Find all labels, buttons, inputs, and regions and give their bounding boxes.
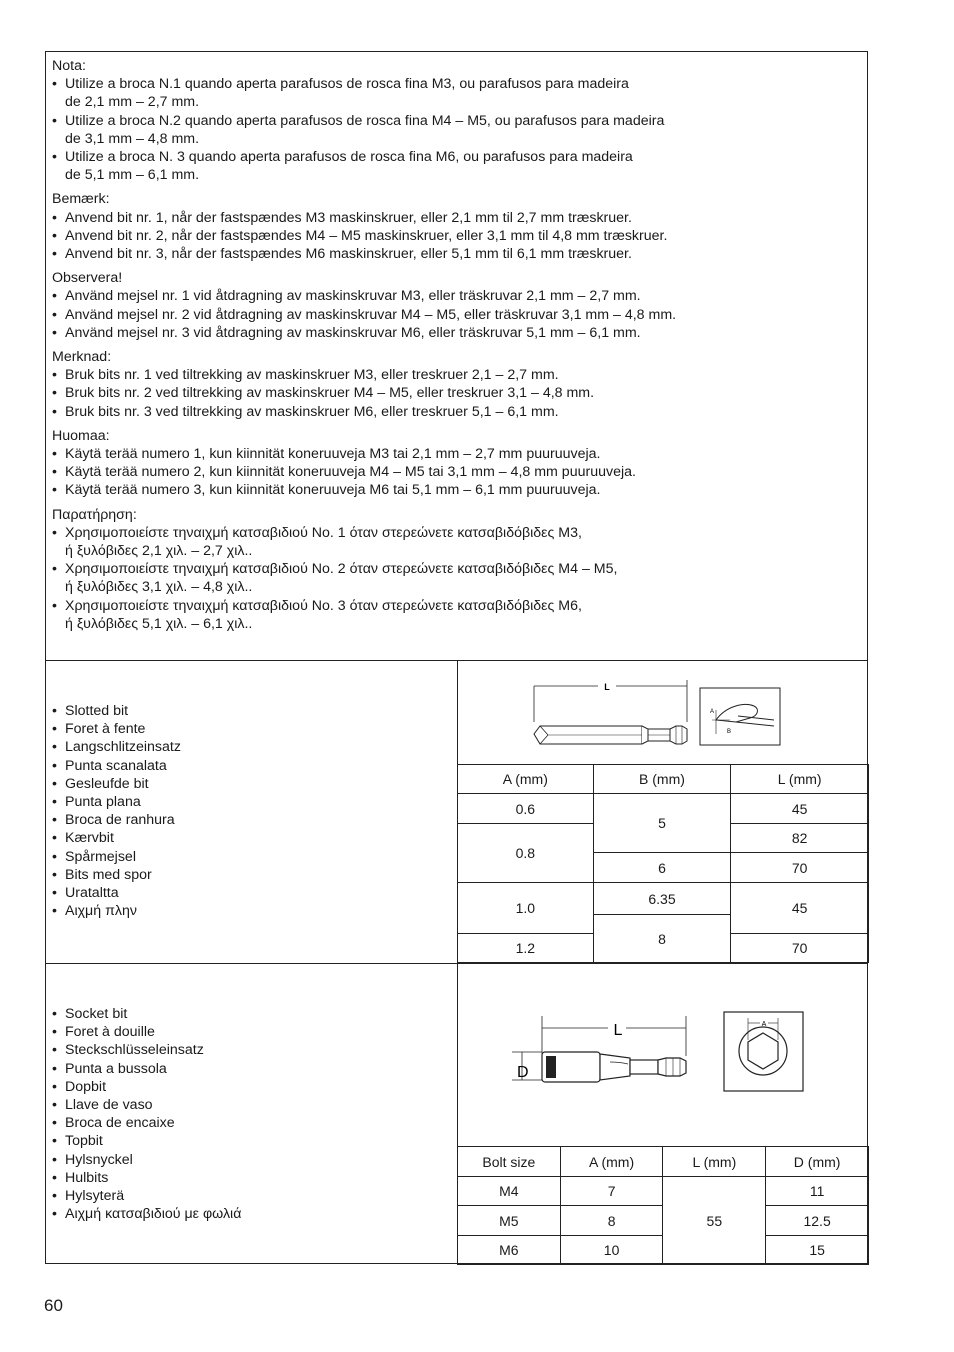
note-item [52,306,852,324]
note-line: • Bruk bits nr. 2 ved tiltrekking av maskinskruer M4 – M5, eller treskruer 3,1 – 4,8 mm. [65,385,595,402]
dimension-a-label: A [761,1021,767,1028]
note-line: • Χρησιμοποιείστε τηναιχμή κατσαβιδιού No. 1 όταν στερεώνετε κατσαβιδόβιδες M3, [65,524,582,541]
socket-bit-names [52,1005,241,1223]
socket-bit-diagram [510,1008,810,1098]
bit-name-item: • Socket bit [52,1005,241,1023]
bit-name-item: • Urataltta [52,884,181,902]
note-line: • Käytä terää numero 3, kun kiinnität koneruuveja M6 tai 5,1 mm – 6,1 mm puuruuveja. [65,482,601,499]
socket-bit-table [457,1146,869,1265]
note-line: • Anvend bit nr. 2, når der fastspændes M4 – M5 maskinskruer, eller 3,1 mm til 4,8 mm træskruer. [65,227,668,244]
note-item [52,209,852,227]
bit-name-item: • Dopbit [52,1078,241,1096]
note-line: • Utilize a broca N. 3 quando aperta parafusos de rosca fina M6, ou parafusos para madeira [65,149,633,166]
note-item [52,324,852,342]
bit-name-item: • Punta plana [52,793,181,811]
table-cell: M5 [458,1206,561,1236]
table-cell: 10 [560,1236,663,1265]
note-line: ή ξυλόβιδες 2,1 χιλ. – 2,7 χιλ.. [65,543,253,560]
bit-name-item: • Broca de encaixe [52,1114,241,1132]
table-header-row [458,765,869,794]
table-cell: 70 [731,853,869,883]
note-item [52,524,852,560]
bit-name-item: • Llave de vaso [52,1096,241,1114]
table-cell: 82 [731,824,869,853]
note-line: • Anvend bit nr. 1, når der fastspændes M3 maskinskruer, eller 2,1 mm til 2,7 mm træskruer. [65,209,632,226]
note-item [52,148,852,184]
bit-name-item: • Slotted bit [52,702,181,720]
note-line: • Bruk bits nr. 1 ved tiltrekking av maskinskruer M3, eller treskruer 2,1 – 2,7 mm. [65,367,559,384]
note-block [52,506,852,633]
note-list [52,209,852,264]
note-heading: Παρατήρηση: [52,506,137,523]
table-cell: 45 [731,883,869,934]
table-cell: 1.0 [458,883,594,934]
note-line: • Anvend bit nr. 3, når der fastspændes M6 maskinskruer, eller 5,1 mm til 6,1 mm træskruer. [65,246,632,263]
bit-name-item: • Topbit [52,1132,241,1150]
table-cell: M4 [458,1177,561,1206]
bit-name-item: • Punta scanalata [52,757,181,775]
note-line: • Utilize a broca N.2 quando aperta parafusos de rosca fina M4 – M5, ou parafusos para madeira [65,112,665,129]
note-line: de 5,1 mm – 6,1 mm. [65,167,200,184]
bit-name-item: • Foret à fente [52,720,181,738]
bit-name-item: • Broca de ranhura [52,811,181,829]
note-item [52,560,852,596]
bit-name-item: • Hulbits [52,1169,241,1187]
table-header-row [458,1147,869,1177]
bit-name-item: • Kærvbit [52,829,181,847]
bit-name-item: • Bits med spor [52,866,181,884]
note-line: • Utilize a broca N.1 quando aperta parafusos de rosca fina M3, ou parafusos para madeira [65,76,629,93]
table-row [458,794,869,824]
table-cell: 6.35 [593,883,731,915]
note-list [52,366,852,421]
note-line: ή ξυλόβιδες 3,1 χιλ. – 4,8 χιλ.. [65,579,253,596]
note-list [52,287,852,342]
note-item [52,227,852,245]
note-list [52,445,852,500]
dimension-a-label: A [710,709,715,715]
table-cell: 0.6 [458,794,594,824]
note-line: ή ξυλόβιδες 5,1 χιλ. – 6,1 χιλ.. [65,615,253,632]
header-l: L (mm) [663,1147,766,1177]
slotted-bit-table [457,764,869,963]
note-item [52,384,852,402]
note-item [52,481,852,499]
bit-name-item: • Hylsnyckel [52,1151,241,1169]
header-d: D (mm) [766,1147,869,1177]
note-block [52,427,852,500]
table-cell: 70 [731,934,869,963]
bit-name-item: • Langschlitzeinsatz [52,738,181,756]
bit-name-list [52,1005,241,1223]
note-line: de 2,1 mm – 2,7 mm. [65,94,200,111]
table-row [458,883,869,915]
slotted-bit-diagram [530,676,790,756]
note-line: • Använd mejsel nr. 3 vid åtdragning av maskinskruvar M6, eller träskruvar 5,1 mm – 6,1 mm. [65,324,641,341]
bit-name-item: • Punta a bussola [52,1060,241,1078]
diameter-label: D [517,1064,529,1081]
note-block [52,190,852,263]
table-cell: 1.2 [458,934,594,963]
table-cell: 8 [593,915,731,963]
bit-name-item: • Spårmejsel [52,848,181,866]
note-block [52,57,852,184]
table-cell: 0.8 [458,824,594,883]
bit-name-item: • Αιχμή κατσαβιδιού με φωλιά [52,1205,241,1223]
slotted-bit-names [52,702,181,920]
header-bolt-size: Bolt size [458,1147,561,1177]
header-a: A (mm) [560,1147,663,1177]
note-heading: Merknad: [52,349,112,366]
table-cell: 55 [663,1177,766,1265]
table-cell: 7 [560,1177,663,1206]
note-item [52,287,852,305]
table-cell: 12.5 [766,1206,869,1236]
length-label: L [604,682,610,692]
length-label: L [613,1022,623,1039]
note-block [52,269,852,342]
note-list [52,75,852,184]
header-a: A (mm) [458,765,594,794]
note-item [52,445,852,463]
header-l: L (mm) [731,765,869,794]
bit-name-item: • Αιχμή πλην [52,902,181,920]
bit-name-list [52,702,181,920]
note-line: de 3,1 mm – 4,8 mm. [65,130,200,147]
note-line: • Käytä terää numero 1, kun kiinnität koneruuveja M3 tai 2,1 mm – 2,7 mm puuruuveja. [65,446,601,463]
note-line: • Använd mejsel nr. 2 vid åtdragning av maskinskruvar M4 – M5, eller träskruvar 3,1 mm – 4,8 mm. [65,306,677,323]
dimension-b-label: B [727,729,732,735]
table-cell: 5 [593,794,731,853]
page-number: 60 [44,1296,63,1315]
notes-section [52,57,852,639]
note-line: • Χρησιμοποιείστε τηναιχμή κατσαβιδιού No. 2 όταν στερεώνετε κατσαβιδόβιδες M4 – M5, [65,561,618,578]
table-cell: M6 [458,1236,561,1265]
table-cell: 11 [766,1177,869,1206]
bit-name-item: • Hylsyterä [52,1187,241,1205]
note-line: • Bruk bits nr. 3 ved tiltrekking av maskinskruer M6, eller treskruer 5,1 – 6,1 mm. [65,403,559,420]
note-heading: Observera! [52,270,123,287]
table-cell: 45 [731,794,869,824]
note-item [52,75,852,111]
bit-name-item: • Gesleufde bit [52,775,181,793]
bit-name-item: • Steckschlüsseleinsatz [52,1041,241,1059]
header-b: B (mm) [593,765,731,794]
note-item [52,463,852,481]
table-cell: 6 [593,853,731,883]
note-item [52,245,852,263]
note-block [52,348,852,421]
note-item [52,403,852,421]
note-item [52,112,852,148]
note-item [52,597,852,633]
note-line: • Använd mejsel nr. 1 vid åtdragning av maskinskruvar M3, eller träskruvar 2,1 mm – 2,7 mm. [65,288,641,305]
table-row [458,1177,869,1206]
note-heading: Bemærk: [52,191,110,208]
note-item [52,366,852,384]
table-cell: 8 [560,1206,663,1236]
table-cell: 15 [766,1236,869,1265]
note-heading: Huomaa: [52,427,110,444]
note-heading: Nota: [52,58,86,74]
note-line: • Käytä terää numero 2, kun kiinnität koneruuveja M4 – M5 tai 3,1 mm – 4,8 mm puuruuveja. [65,464,636,481]
note-line: • Χρησιμοποιείστε τηναιχμή κατσαβιδιού No. 3 όταν στερεώνετε κατσαβιδόβιδες M6, [65,597,582,614]
note-list [52,524,852,633]
bit-name-item: • Foret à douille [52,1023,241,1041]
